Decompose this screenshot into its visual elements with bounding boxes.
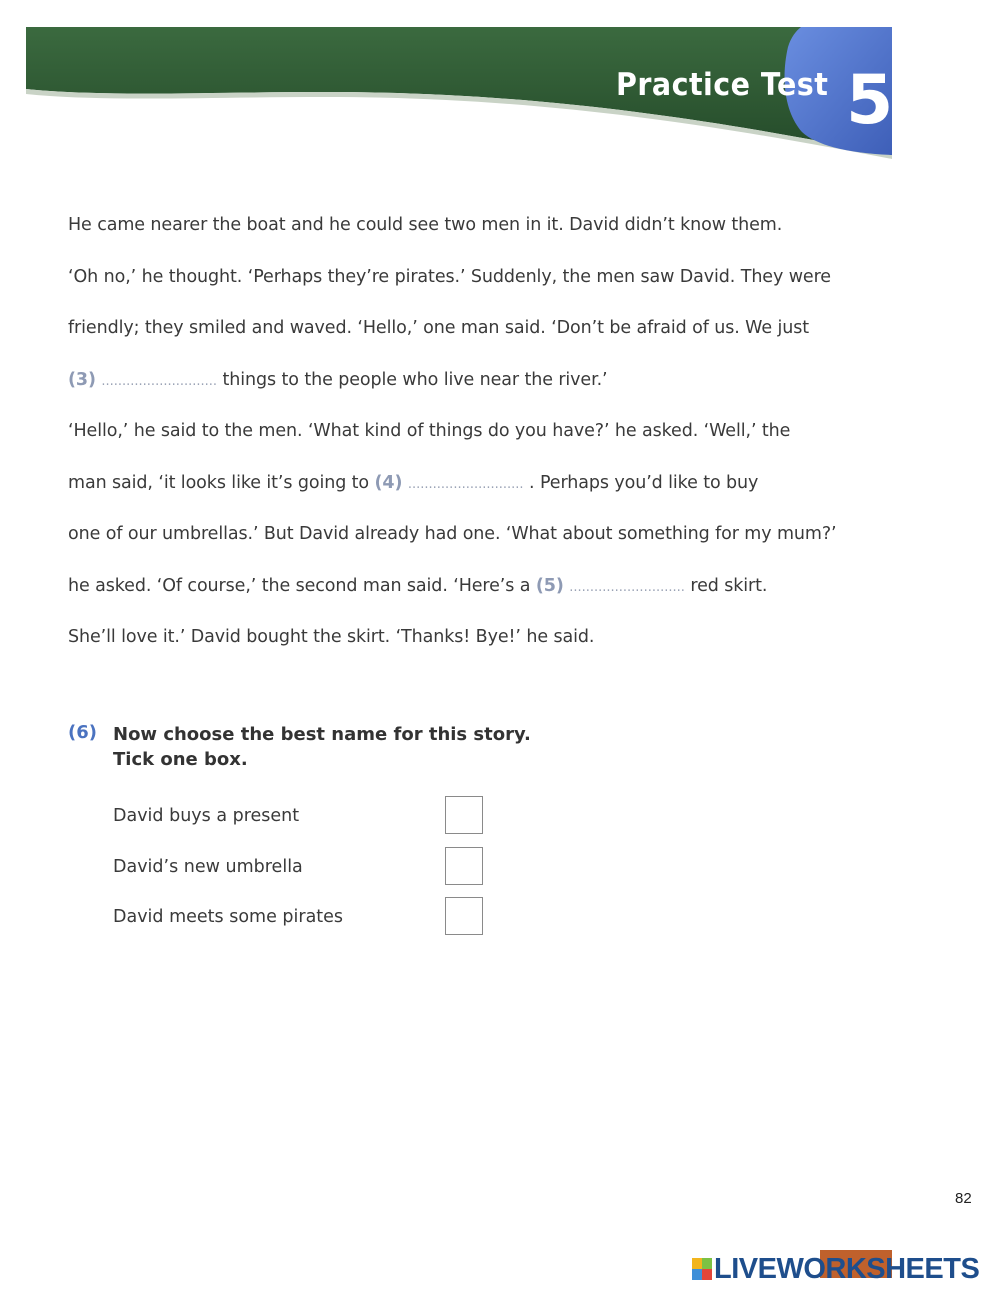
option-label: David’s new umbrella xyxy=(113,857,303,877)
option-checkbox[interactable] xyxy=(445,847,483,885)
gap-blank-4[interactable]: ............................ xyxy=(407,476,524,492)
passage-line: He came nearer the boat and he could see two men in it. David didn’t know them. xyxy=(68,215,783,235)
question-instruction xyxy=(113,722,531,772)
line-text: man said, ‘it looks like it’s going to xyxy=(68,472,375,493)
liveworksheets-logo-icon xyxy=(692,1258,712,1280)
liveworksheets-brand: LIVEWORKSHEETS xyxy=(714,1252,980,1285)
line-text: red skirt. xyxy=(684,575,768,596)
page-number: 82 xyxy=(955,1190,972,1207)
passage-line: ‘Hello,’ he said to the men. ‘What kind of things do you have?’ he asked. ‘Well,’ the xyxy=(68,421,791,441)
passage-line-gap-5 xyxy=(68,571,848,623)
gap-number-5: (5) xyxy=(535,575,564,596)
gap-blank-5[interactable]: ............................ xyxy=(569,579,685,595)
header-banner xyxy=(26,27,892,159)
passage-line: She’ll love it.’ David bought the skirt. ‘Thanks! Bye!’ he said. xyxy=(68,627,595,647)
option-row xyxy=(113,897,453,937)
passage-line-gap-3 xyxy=(68,365,848,417)
passage-line: one of our umbrellas.’ But David already had one. ‘What about something for my mum?’ xyxy=(68,524,837,544)
option-row xyxy=(113,847,453,887)
practice-test-title: Practice Test xyxy=(616,67,829,103)
practice-test-number: 5 xyxy=(846,61,894,140)
line-text: he asked. ‘Of course,’ the second man said. ‘Here’s a xyxy=(68,575,536,596)
gap-number-4: (4) xyxy=(374,472,403,493)
option-checkbox[interactable] xyxy=(445,796,483,834)
option-label: David meets some pirates xyxy=(113,907,344,927)
option-label: David buys a present xyxy=(113,806,300,826)
passage-line: ‘Oh no,’ he thought. ‘Perhaps they’re pirates.’ Suddenly, the men saw David. They were xyxy=(68,266,831,287)
passage-line-gap-4 xyxy=(68,468,848,520)
gap-number-3: (3) xyxy=(68,369,96,390)
instruction-line-1: Now choose the best name for this story. xyxy=(113,724,531,745)
option-row xyxy=(113,796,453,836)
line-text: things to the people who live near the river.’ xyxy=(217,369,608,390)
question-number: (6) xyxy=(68,722,97,743)
passage-line: friendly; they smiled and waved. ‘Hello,’ one man said. ‘Don’t be afraid of us. We just xyxy=(68,318,810,338)
liveworksheets-watermark xyxy=(692,1252,979,1286)
option-checkbox[interactable] xyxy=(445,897,483,935)
gap-blank-3[interactable]: ............................ xyxy=(101,373,218,389)
instruction-line-2: Tick one box. xyxy=(113,749,248,770)
line-text: . Perhaps you’d like to buy xyxy=(523,472,759,493)
story-passage xyxy=(68,210,848,674)
